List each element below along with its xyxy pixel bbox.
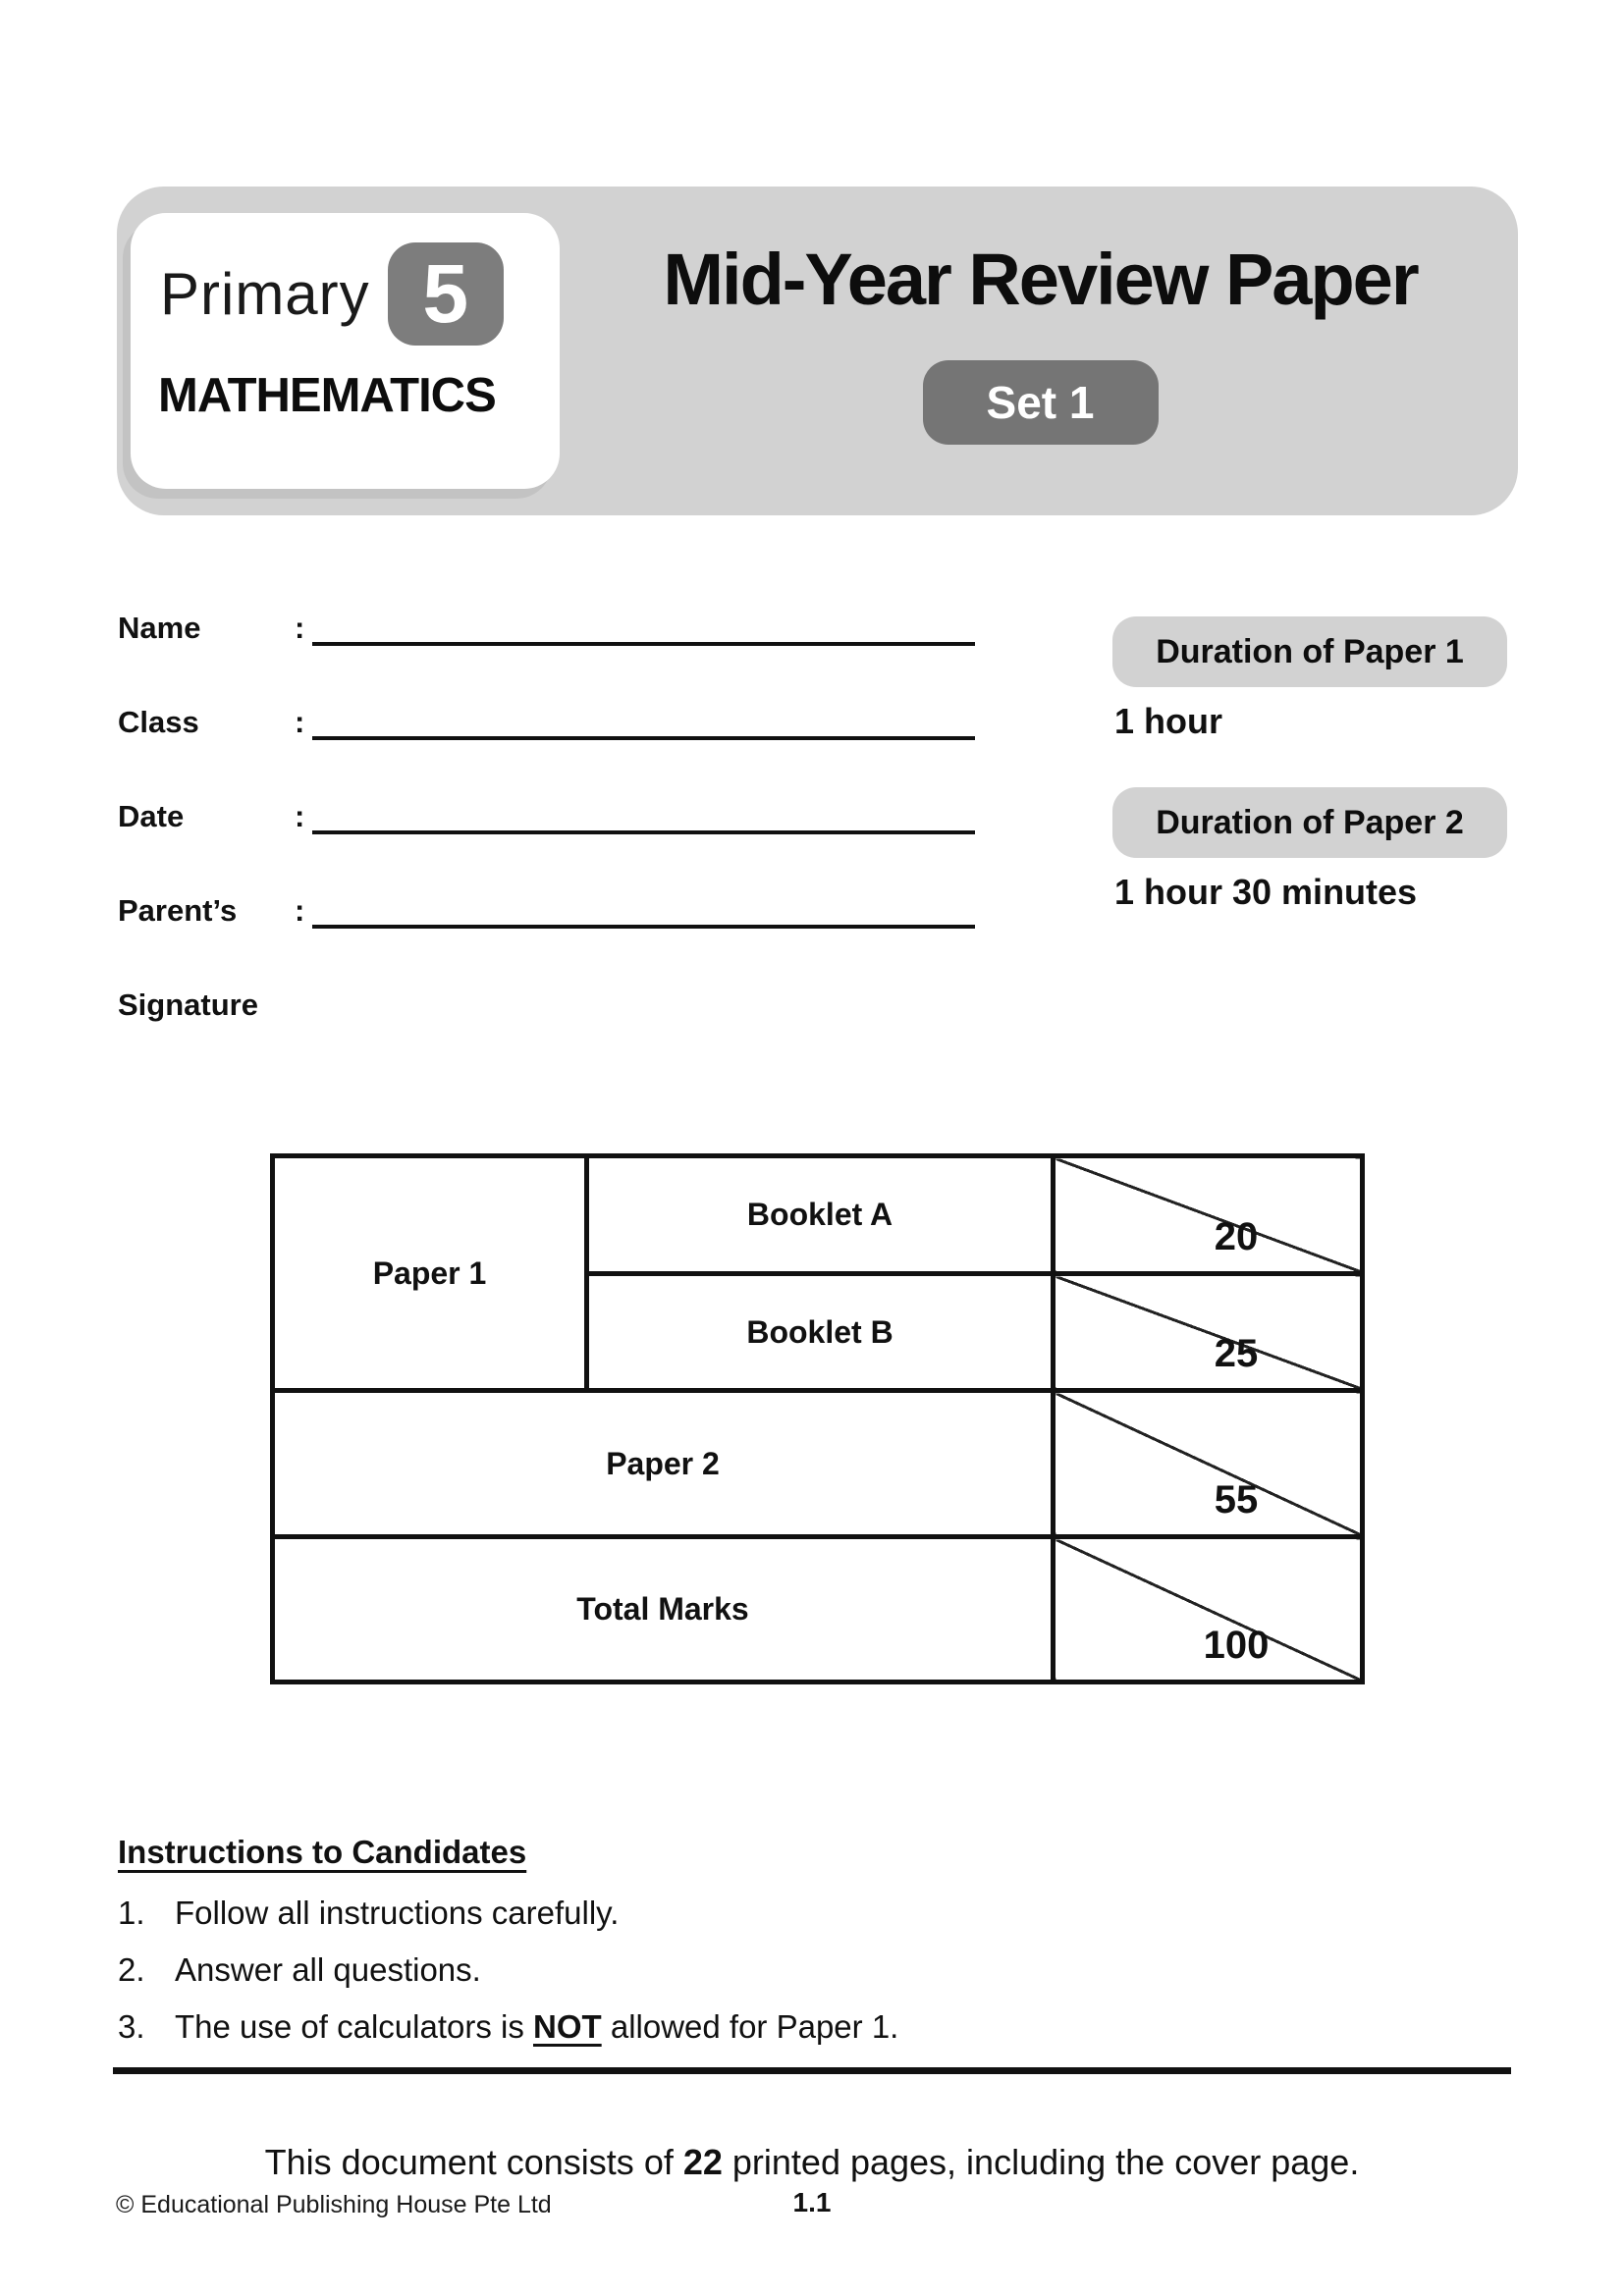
instruction-item-1 <box>118 1895 1473 1932</box>
instruction-item-2 <box>118 1951 1473 1989</box>
table-row-total <box>273 1537 1363 1682</box>
parent-colon: : <box>295 893 305 928</box>
class-field-row <box>118 705 975 740</box>
duration-paper2-value: 1 hour 30 minutes <box>1114 872 1418 912</box>
header-banner <box>117 187 1518 515</box>
date-field-row <box>118 799 975 834</box>
document-note-post: printed pages, including the cover page. <box>722 2142 1360 2182</box>
paper-title: Mid-Year Review Paper <box>663 239 1418 320</box>
marks-table <box>270 1153 1365 1684</box>
instruction-3-text-post: allowed for Paper 1. <box>601 2008 899 2045</box>
pages-count: 22 <box>682 2142 723 2182</box>
paper2-cell: Paper 2 <box>273 1391 1054 1537</box>
name-blank-line <box>312 609 975 646</box>
document-note <box>0 2142 1624 2183</box>
instruction-3-number: 3. <box>118 2008 145 2045</box>
class-colon: : <box>295 705 305 739</box>
page-number: 1.1 <box>792 2187 832 2217</box>
booklet-b-marks-cell <box>1054 1274 1363 1391</box>
table-row-paper2 <box>273 1391 1363 1537</box>
subject-title: MATHEMATICS <box>158 369 496 422</box>
instruction-1-text: Follow all instructions carefully. <box>175 1895 620 1931</box>
name-field-row <box>118 611 975 646</box>
total-marks-cell: Total Marks <box>273 1537 1054 1682</box>
level-badge: 5 <box>388 242 504 346</box>
paper2-marks: 55 <box>1214 1478 1259 1522</box>
total-marks-value: 100 <box>1203 1624 1270 1667</box>
horizontal-rule <box>113 2067 1511 2074</box>
instruction-2-number: 2. <box>118 1951 145 1988</box>
student-fields <box>118 611 975 1023</box>
paper2-marks-cell <box>1054 1391 1363 1537</box>
parent-label: Parent’s <box>118 893 238 928</box>
parent-blank-line <box>312 891 975 929</box>
duration-paper2-badge: Duration of Paper 2 <box>1112 787 1507 858</box>
total-marks-marks-cell <box>1054 1537 1363 1682</box>
title-area <box>563 187 1518 515</box>
table-row-booklet-a <box>273 1156 1363 1274</box>
document-note-pre: This document consists of <box>264 2142 683 2182</box>
copyright-notice: © Educational Publishing House Pte Ltd <box>116 2191 552 2218</box>
primary-label: Primary <box>160 261 370 327</box>
booklet-a-cell: Booklet A <box>587 1156 1054 1274</box>
instruction-3-not-emphasis: NOT <box>533 2008 602 2045</box>
paper1-cell: Paper 1 <box>273 1156 587 1391</box>
set-badge: Set 1 <box>923 360 1159 445</box>
signature-label: Signature <box>118 988 258 1022</box>
subject-box <box>131 213 560 489</box>
class-label: Class <box>118 705 199 739</box>
instruction-item-3 <box>118 2008 1473 2046</box>
instruction-1-number: 1. <box>118 1895 145 1931</box>
duration-paper1-badge: Duration of Paper 1 <box>1112 616 1507 687</box>
class-blank-line <box>312 703 975 740</box>
primary-level-row <box>160 242 504 346</box>
date-colon: : <box>295 799 305 833</box>
instruction-3-text <box>175 2008 898 2046</box>
booklet-b-marks: 25 <box>1214 1332 1259 1375</box>
booklet-b-cell: Booklet B <box>587 1274 1054 1391</box>
date-blank-line <box>312 797 975 834</box>
duration-paper1-value: 1 hour <box>1114 701 1223 741</box>
date-label: Date <box>118 799 185 833</box>
instruction-3-text-pre: The use of calculators is <box>175 2008 533 2045</box>
instruction-2-text: Answer all questions. <box>175 1951 481 1988</box>
instructions-section <box>118 1834 1473 2065</box>
booklet-a-marks-cell <box>1054 1156 1363 1274</box>
instructions-heading: Instructions to Candidates <box>118 1834 527 1870</box>
durations-panel <box>1112 616 1507 913</box>
booklet-a-marks: 20 <box>1214 1215 1259 1258</box>
parent-signature-field-row <box>118 893 975 929</box>
name-colon: : <box>295 611 305 645</box>
name-label: Name <box>118 611 201 645</box>
